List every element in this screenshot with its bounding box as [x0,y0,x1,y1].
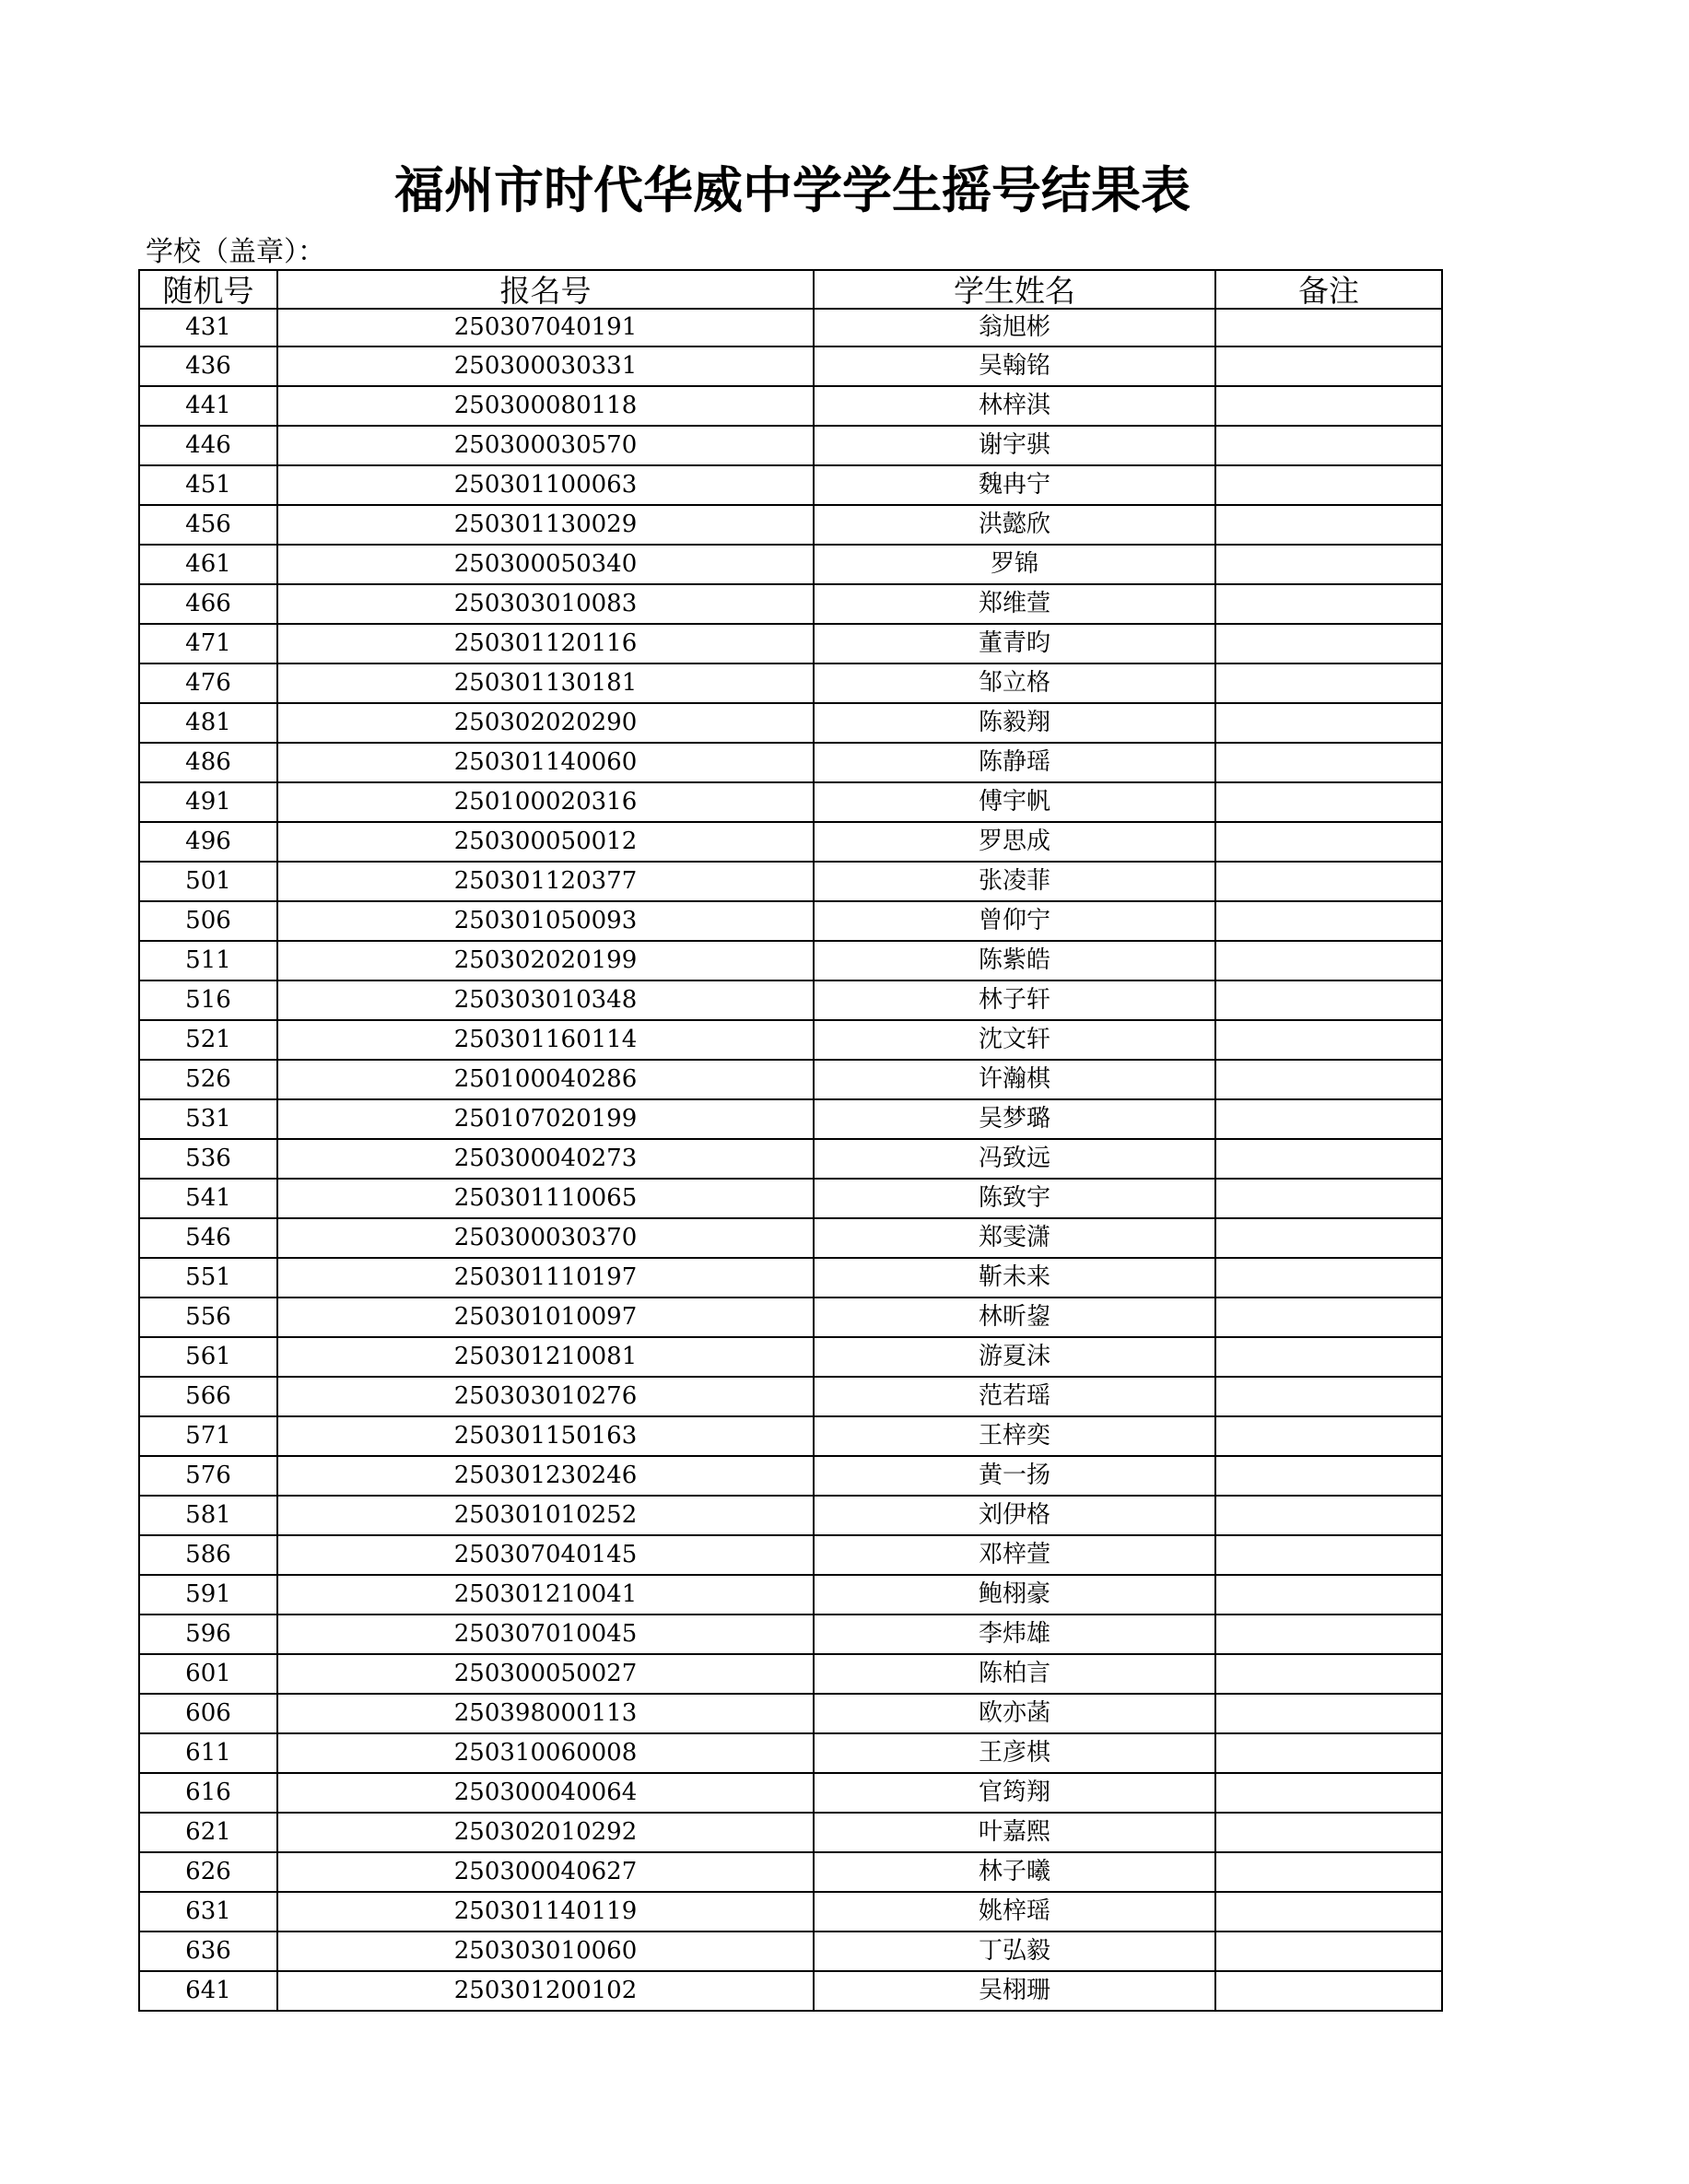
table-row [139,309,1442,346]
cell-registration-no: 250300050027 [277,1654,814,1694]
table-row [139,1456,1442,1496]
table-row [139,1496,1442,1535]
table-row [139,1615,1442,1654]
cell-random-no: 466 [139,584,277,624]
cell-random-no: 626 [139,1852,277,1892]
cell-registration-no: 250302020199 [277,941,814,980]
cell-registration-no: 250300040627 [277,1852,814,1892]
cell-random-no: 516 [139,980,277,1020]
cell-remarks [1215,862,1442,901]
cell-student-name: 翁旭彬 [814,309,1215,346]
table-row [139,743,1442,782]
table-row [139,1139,1442,1179]
table-row [139,1416,1442,1456]
cell-registration-no: 250301200102 [277,1971,814,2011]
cell-registration-no: 250301130029 [277,505,814,545]
cell-student-name: 靳未来 [814,1258,1215,1297]
table-row [139,980,1442,1020]
table-row [139,1654,1442,1694]
cell-registration-no: 250301140060 [277,743,814,782]
cell-remarks [1215,1694,1442,1733]
cell-registration-no: 250100040286 [277,1060,814,1099]
cell-student-name: 黄一扬 [814,1456,1215,1496]
cell-student-name: 李炜雄 [814,1615,1215,1654]
cell-registration-no: 250301120377 [277,862,814,901]
cell-student-name: 陈致宇 [814,1179,1215,1218]
table-row [139,1377,1442,1416]
table-row [139,941,1442,980]
table-row [139,1535,1442,1575]
cell-random-no: 461 [139,545,277,584]
cell-random-no: 636 [139,1932,277,1971]
cell-random-no: 521 [139,1020,277,1060]
cell-random-no: 511 [139,941,277,980]
cell-registration-no: 250303010060 [277,1932,814,1971]
cell-remarks [1215,1892,1442,1932]
cell-random-no: 481 [139,703,277,743]
table-row [139,346,1442,386]
cell-random-no: 526 [139,1060,277,1099]
table-row [139,1852,1442,1892]
header-registration-no: 报名号 [277,270,814,309]
table-row [139,1575,1442,1615]
cell-remarks [1215,386,1442,426]
cell-remarks [1215,1852,1442,1892]
cell-remarks [1215,309,1442,346]
table-row [139,1297,1442,1337]
cell-random-no: 571 [139,1416,277,1456]
cell-remarks [1215,1575,1442,1615]
cell-random-no: 556 [139,1297,277,1337]
cell-remarks [1215,1932,1442,1971]
table-header-row [139,270,1442,309]
cell-student-name: 欧亦菡 [814,1694,1215,1733]
cell-student-name: 陈柏言 [814,1654,1215,1694]
cell-remarks [1215,1337,1442,1377]
cell-random-no: 496 [139,822,277,862]
table-row [139,426,1442,465]
cell-random-no: 631 [139,1892,277,1932]
cell-student-name: 游夏沫 [814,1337,1215,1377]
cell-remarks [1215,346,1442,386]
cell-random-no: 471 [139,624,277,663]
cell-remarks [1215,1297,1442,1337]
table-row [139,584,1442,624]
cell-random-no: 431 [139,309,277,346]
cell-registration-no: 250301110197 [277,1258,814,1297]
cell-registration-no: 250307040191 [277,309,814,346]
cell-random-no: 606 [139,1694,277,1733]
cell-student-name: 洪懿欣 [814,505,1215,545]
cell-registration-no: 250300050340 [277,545,814,584]
cell-student-name: 王梓奕 [814,1416,1215,1456]
cell-student-name: 吴翰铭 [814,346,1215,386]
cell-registration-no: 250303010348 [277,980,814,1020]
cell-student-name: 范若瑶 [814,1377,1215,1416]
cell-registration-no: 250100020316 [277,782,814,822]
cell-random-no: 476 [139,663,277,703]
cell-student-name: 沈文轩 [814,1020,1215,1060]
cell-student-name: 邹立格 [814,663,1215,703]
cell-registration-no: 250301130181 [277,663,814,703]
cell-random-no: 551 [139,1258,277,1297]
cell-remarks [1215,426,1442,465]
cell-remarks [1215,1179,1442,1218]
table-row [139,1813,1442,1852]
table-row [139,1060,1442,1099]
cell-remarks [1215,584,1442,624]
cell-student-name: 罗思成 [814,822,1215,862]
cell-remarks [1215,1654,1442,1694]
cell-student-name: 郑维萱 [814,584,1215,624]
cell-random-no: 576 [139,1456,277,1496]
cell-remarks [1215,1615,1442,1654]
cell-remarks [1215,1020,1442,1060]
cell-student-name: 林昕鋆 [814,1297,1215,1337]
table-row [139,386,1442,426]
cell-student-name: 邓梓萱 [814,1535,1215,1575]
cell-registration-no: 250300030370 [277,1218,814,1258]
cell-remarks [1215,1099,1442,1139]
cell-student-name: 魏冉宁 [814,465,1215,505]
cell-registration-no: 250300080118 [277,386,814,426]
table-row [139,663,1442,703]
cell-registration-no: 250300040273 [277,1139,814,1179]
cell-random-no: 541 [139,1179,277,1218]
cell-remarks [1215,1813,1442,1852]
cell-student-name: 吴栩珊 [814,1971,1215,2011]
cell-student-name: 吴梦璐 [814,1099,1215,1139]
cell-random-no: 531 [139,1099,277,1139]
cell-remarks [1215,1773,1442,1813]
table-row [139,782,1442,822]
cell-student-name: 陈毅翔 [814,703,1215,743]
table-row [139,1099,1442,1139]
table-row [139,1971,1442,2011]
cell-student-name: 许瀚棋 [814,1060,1215,1099]
cell-registration-no: 250303010276 [277,1377,814,1416]
cell-random-no: 586 [139,1535,277,1575]
table-row [139,545,1442,584]
school-seal-label: 学校（盖章）： [146,236,325,268]
cell-random-no: 436 [139,346,277,386]
cell-student-name: 郑雯潇 [814,1218,1215,1258]
cell-student-name: 丁弘毅 [814,1932,1215,1971]
cell-random-no: 601 [139,1654,277,1694]
table-row [139,1258,1442,1297]
cell-random-no: 546 [139,1218,277,1258]
table-row [139,703,1442,743]
cell-student-name: 鲍栩豪 [814,1575,1215,1615]
cell-registration-no: 250301010252 [277,1496,814,1535]
cell-random-no: 621 [139,1813,277,1852]
cell-student-name: 刘伊格 [814,1496,1215,1535]
cell-registration-no: 250300030570 [277,426,814,465]
header-student-name: 学生姓名 [814,270,1215,309]
cell-random-no: 451 [139,465,277,505]
cell-registration-no: 250398000113 [277,1694,814,1733]
cell-random-no: 591 [139,1575,277,1615]
cell-remarks [1215,624,1442,663]
cell-student-name: 曾仰宁 [814,901,1215,941]
cell-registration-no: 250301230246 [277,1456,814,1496]
cell-remarks [1215,1258,1442,1297]
cell-remarks [1215,1416,1442,1456]
cell-remarks [1215,941,1442,980]
cell-random-no: 446 [139,426,277,465]
cell-student-name: 官筠翔 [814,1773,1215,1813]
cell-remarks [1215,782,1442,822]
cell-random-no: 611 [139,1733,277,1773]
cell-student-name: 林梓淇 [814,386,1215,426]
cell-registration-no: 250301120116 [277,624,814,663]
lottery-results-table [138,269,1443,2012]
cell-student-name: 冯致远 [814,1139,1215,1179]
cell-registration-no: 250303010083 [277,584,814,624]
cell-remarks [1215,545,1442,584]
header-remarks: 备注 [1215,270,1442,309]
document-title: 福州市时代华威中学学生摇号结果表 [394,161,1191,219]
cell-student-name: 罗锦 [814,545,1215,584]
cell-remarks [1215,1496,1442,1535]
cell-registration-no: 250301160114 [277,1020,814,1060]
table-row [139,901,1442,941]
cell-remarks [1215,663,1442,703]
table-row [139,465,1442,505]
table-row [139,822,1442,862]
cell-remarks [1215,1060,1442,1099]
cell-random-no: 501 [139,862,277,901]
cell-registration-no: 250301050093 [277,901,814,941]
table-row [139,1932,1442,1971]
cell-random-no: 616 [139,1773,277,1813]
cell-remarks [1215,1218,1442,1258]
cell-random-no: 506 [139,901,277,941]
cell-remarks [1215,465,1442,505]
cell-random-no: 566 [139,1377,277,1416]
cell-random-no: 641 [139,1971,277,2011]
table-row [139,1773,1442,1813]
cell-registration-no: 250300040064 [277,1773,814,1813]
cell-registration-no: 250302020290 [277,703,814,743]
cell-registration-no: 250307040145 [277,1535,814,1575]
cell-remarks [1215,1139,1442,1179]
cell-registration-no: 250302010292 [277,1813,814,1852]
cell-registration-no: 250301210081 [277,1337,814,1377]
cell-registration-no: 250301150163 [277,1416,814,1456]
table-row [139,1694,1442,1733]
cell-registration-no: 250301110065 [277,1179,814,1218]
cell-random-no: 536 [139,1139,277,1179]
cell-registration-no: 250301010097 [277,1297,814,1337]
cell-random-no: 561 [139,1337,277,1377]
cell-registration-no: 250301140119 [277,1892,814,1932]
cell-registration-no: 250300050012 [277,822,814,862]
table-row [139,1733,1442,1773]
cell-registration-no: 250107020199 [277,1099,814,1139]
cell-remarks [1215,743,1442,782]
cell-random-no: 596 [139,1615,277,1654]
cell-remarks [1215,980,1442,1020]
cell-random-no: 581 [139,1496,277,1535]
table-row [139,1179,1442,1218]
table-row [139,624,1442,663]
table-row [139,862,1442,901]
cell-student-name: 谢宇骐 [814,426,1215,465]
table-row [139,1337,1442,1377]
cell-student-name: 林子轩 [814,980,1215,1020]
table-row [139,1020,1442,1060]
cell-registration-no: 250310060008 [277,1733,814,1773]
table-body [139,309,1442,2011]
table-row [139,1892,1442,1932]
cell-remarks [1215,1535,1442,1575]
cell-remarks [1215,1733,1442,1773]
cell-student-name: 张凌菲 [814,862,1215,901]
table-row [139,1218,1442,1258]
cell-remarks [1215,1971,1442,2011]
cell-student-name: 陈静瑶 [814,743,1215,782]
cell-remarks [1215,901,1442,941]
cell-remarks [1215,1377,1442,1416]
cell-student-name: 林子曦 [814,1852,1215,1892]
cell-student-name: 董青昀 [814,624,1215,663]
cell-student-name: 傅宇帆 [814,782,1215,822]
cell-random-no: 441 [139,386,277,426]
table-row [139,505,1442,545]
cell-student-name: 姚梓瑶 [814,1892,1215,1932]
cell-student-name: 叶嘉熙 [814,1813,1215,1852]
cell-student-name: 陈紫皓 [814,941,1215,980]
cell-remarks [1215,1456,1442,1496]
cell-random-no: 491 [139,782,277,822]
cell-remarks [1215,703,1442,743]
cell-random-no: 486 [139,743,277,782]
cell-random-no: 456 [139,505,277,545]
cell-remarks [1215,822,1442,862]
header-random-no: 随机号 [139,270,277,309]
cell-registration-no: 250301210041 [277,1575,814,1615]
cell-student-name: 王彦棋 [814,1733,1215,1773]
cell-registration-no: 250301100063 [277,465,814,505]
cell-registration-no: 250307010045 [277,1615,814,1654]
cell-registration-no: 250300030331 [277,346,814,386]
cell-remarks [1215,505,1442,545]
